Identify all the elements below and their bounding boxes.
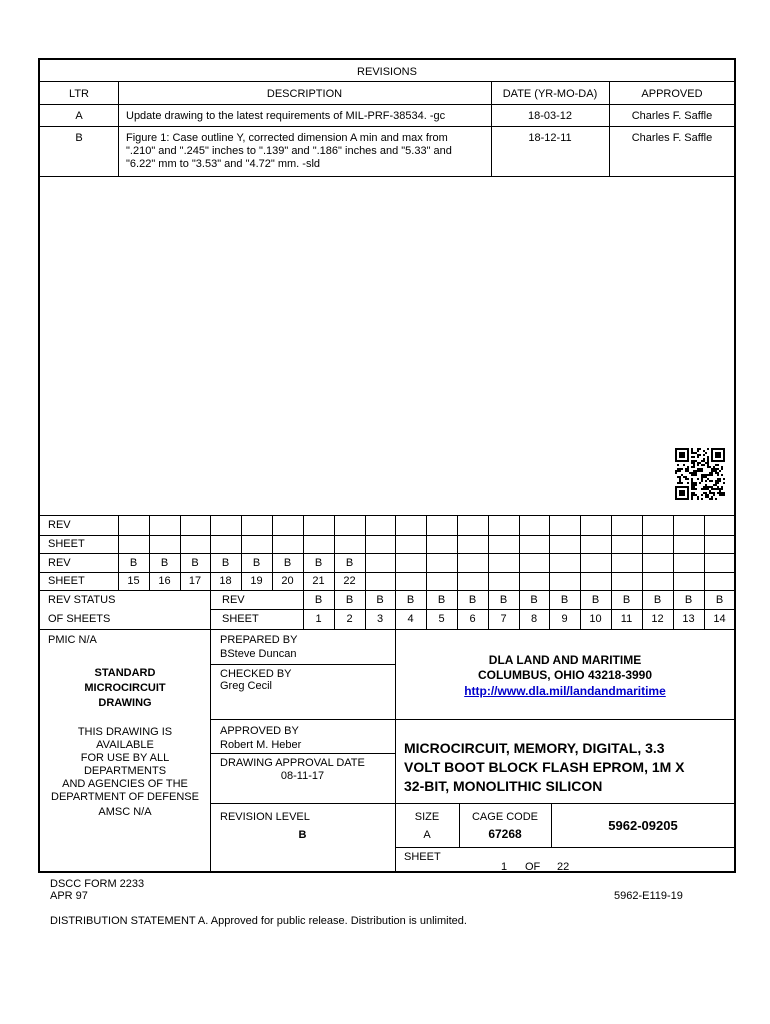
org-website-link[interactable]: http://www.dla.mil/landandmaritime: [464, 684, 666, 698]
rev-cell: B: [252, 557, 261, 569]
sheet-cell: 1: [315, 613, 322, 625]
revision-ltr: A: [75, 110, 83, 122]
rev-cell: B: [314, 594, 323, 606]
rev-cell: B: [530, 594, 538, 606]
rev-cell: B: [684, 594, 693, 606]
sheet-cell: 20: [281, 575, 294, 587]
checked-by-value: Greg Cecil: [220, 680, 272, 692]
divider: [580, 515, 581, 629]
rev-cell: B: [129, 557, 138, 569]
drawing-title-line: 32-BIT, MONOLITHIC SILICON: [404, 778, 603, 794]
approval-date-label: DRAWING APPROVAL DATE: [220, 757, 365, 769]
approved-by-value: Robert M. Heber: [220, 739, 302, 751]
sheet-cell: 9: [561, 613, 568, 625]
rev-cell: B: [622, 594, 631, 606]
revision-date: 18-03-12: [527, 110, 573, 122]
divider: [491, 81, 492, 176]
sheet-cell: 14: [713, 613, 726, 625]
sheet-cell: 21: [312, 575, 325, 587]
revision-level-value: B: [298, 829, 307, 841]
divider: [549, 515, 550, 629]
rev-word: REV: [222, 594, 245, 606]
sheet-cell: 10: [589, 613, 602, 625]
rev-row-label: REV: [48, 557, 71, 569]
drawing-title-line: MICROCIRCUIT, MEMORY, DIGITAL, 3.3: [404, 740, 665, 756]
sheet-total: 22: [557, 861, 570, 873]
approval-date-value: 08-11-17: [280, 770, 325, 782]
revision-description-line: ".210" and ".245" inches to ".139" and ".186" inches and "5.33" and: [126, 145, 452, 157]
revisions-title: REVISIONS: [357, 66, 417, 78]
rev-cell: B: [160, 557, 169, 569]
revision-description-line: Update drawing to the latest requirements of MIL-PRF-38534. -gc: [126, 110, 446, 122]
divider: [303, 515, 304, 629]
availability-line: DEPARTMENT OF DEFENSE: [51, 791, 199, 803]
revision-description-line: "6.22" mm to "3.53" and "4.72" mm. -sld: [126, 158, 321, 170]
divider: [457, 515, 458, 629]
rev-cell: B: [437, 594, 446, 606]
rev-cell: B: [468, 594, 477, 606]
divider: [611, 515, 612, 629]
sheet-row-label: SHEET: [48, 575, 85, 587]
form-number: DSCC FORM 2233: [50, 878, 145, 890]
description-header: DESCRIPTION: [266, 88, 343, 100]
revision-approved: Charles F. Saffle: [631, 132, 713, 144]
approved-header: APPROVED: [641, 88, 703, 100]
sheet-cell: 7: [500, 613, 507, 625]
rev-cell: B: [314, 557, 323, 569]
checked-by-label: CHECKED BY: [220, 668, 292, 680]
sheet-cell: 4: [407, 613, 414, 625]
of-word: OF: [525, 861, 541, 873]
qr-code-icon: [675, 448, 725, 500]
divider: [210, 753, 395, 754]
divider: [40, 81, 735, 82]
availability-line: THIS DRAWING IS: [77, 726, 173, 738]
sheet-cell: 15: [127, 575, 140, 587]
divider: [40, 126, 735, 127]
divider: [395, 515, 396, 629]
sheet-row-label: SHEET: [48, 538, 85, 550]
rev-cell: B: [499, 594, 508, 606]
of-sheets-label: OF SHEETS: [48, 613, 111, 625]
pmic-label: PMIC N/A: [48, 634, 97, 646]
prepared-by-label: PREPARED BY: [220, 634, 298, 646]
revision-date: 18-12-11: [528, 132, 572, 144]
revision-description-line: Figure 1: Case outline Y, corrected dimension A min and max from: [126, 132, 448, 144]
org-address: COLUMBUS, OHIO 43218-3990: [477, 668, 653, 682]
rev-cell: B: [221, 557, 230, 569]
divider: [40, 590, 735, 591]
divider: [210, 664, 395, 665]
divider: [210, 609, 735, 610]
divider: [40, 104, 735, 105]
standard-title-line: DRAWING: [98, 697, 152, 709]
drawing-title-line: VOLT BOOT BLOCK FLASH EPROM, 1M X: [404, 759, 685, 775]
standard-title-line: STANDARD: [94, 667, 156, 679]
sheet-cell: 19: [250, 575, 263, 587]
divider: [642, 515, 643, 629]
rev-cell: B: [345, 557, 354, 569]
divider: [40, 176, 735, 177]
rev-cell: B: [715, 594, 724, 606]
divider: [118, 81, 119, 176]
divider: [40, 572, 735, 573]
size-value: A: [423, 829, 431, 841]
availability-line: FOR USE BY ALL: [80, 752, 170, 764]
rev-cell: B: [376, 594, 384, 606]
sheet-word: SHEET: [222, 613, 259, 625]
sheet-cell: 22: [343, 575, 356, 587]
rev-cell: B: [191, 557, 199, 569]
rev-cell: B: [283, 557, 292, 569]
divider: [40, 553, 735, 554]
rev-cell: B: [406, 594, 415, 606]
ltr-header: LTR: [69, 88, 89, 100]
rev-row-label: REV: [48, 519, 71, 531]
divider: [210, 803, 735, 804]
distribution-statement: DISTRIBUTION STATEMENT A. Approved for public release. Distribution is unlimited.: [50, 915, 467, 927]
approved-by-label: APPROVED BY: [220, 725, 299, 737]
form-date: APR 97: [50, 890, 88, 902]
sheet-cell: 12: [651, 613, 664, 625]
divider: [704, 515, 705, 629]
divider: [673, 515, 674, 629]
amsc-label: AMSC N/A: [98, 806, 152, 818]
cage-code-label: CAGE CODE: [471, 811, 538, 823]
sheet-label: SHEET: [404, 851, 441, 863]
divider: [40, 535, 735, 536]
divider: [210, 719, 735, 720]
rev-cell: B: [345, 594, 354, 606]
availability-line: DEPARTMENTS: [83, 765, 167, 777]
sheet-cell: 5: [438, 613, 445, 625]
sheet-cell: 13: [682, 613, 695, 625]
document-code: 5962-E119-19: [614, 890, 683, 902]
sheet-cell: 11: [620, 613, 633, 625]
rev-cell: B: [653, 594, 662, 606]
divider: [395, 847, 735, 848]
prepared-by-value: BSteve Duncan: [220, 648, 297, 660]
sheet-cell: 8: [530, 613, 538, 625]
org-name: DLA LAND AND MARITIME: [488, 653, 642, 667]
divider: [334, 515, 335, 629]
divider: [609, 81, 610, 176]
rev-cell: B: [591, 594, 600, 606]
divider: [40, 515, 735, 516]
sheet-number: 1: [501, 861, 508, 873]
sheet-cell: 17: [188, 575, 202, 587]
divider: [488, 515, 489, 629]
availability-line: AND AGENCIES OF THE: [62, 778, 188, 790]
rev-status-label: REV STATUS: [48, 594, 116, 606]
sheet-cell: 16: [158, 575, 171, 587]
sheet-cell: 3: [376, 613, 384, 625]
drawing-number: 5962-09205: [608, 818, 678, 833]
cage-code-value: 67268: [488, 827, 522, 841]
sheet-cell: 6: [469, 613, 476, 625]
date-header: DATE (YR-MO-DA): [502, 88, 598, 100]
divider: [365, 515, 366, 629]
divider: [210, 515, 211, 629]
revision-ltr: B: [75, 132, 83, 144]
sheet-cell: 18: [219, 575, 232, 587]
divider: [519, 515, 520, 629]
divider: [426, 515, 427, 629]
availability-line: AVAILABLE: [96, 739, 154, 751]
size-label: SIZE: [414, 811, 440, 823]
sheet-cell: 2: [346, 613, 353, 625]
revision-level-label: REVISION LEVEL: [220, 811, 310, 823]
standard-title-line: MICROCIRCUIT: [84, 682, 166, 694]
revision-approved: Charles F. Saffle: [631, 110, 713, 122]
divider: [40, 629, 735, 630]
rev-cell: B: [560, 594, 569, 606]
